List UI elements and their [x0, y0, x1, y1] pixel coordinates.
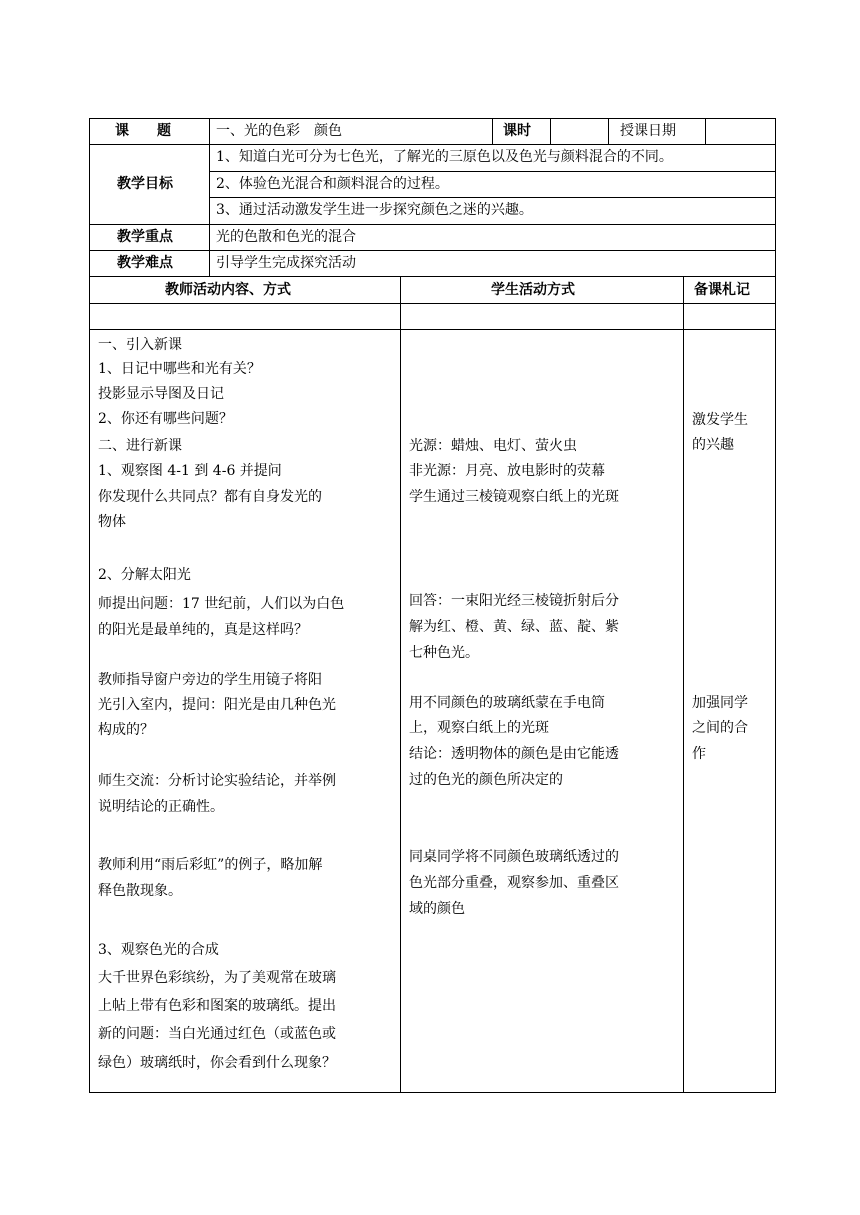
teacher-line: 构成的？	[98, 722, 154, 738]
teacher-line: 大千世界色彩缤纷，为了美观常在玻璃	[98, 970, 336, 986]
notes-line: 之间的合	[692, 720, 748, 736]
student-line: 结论：透明物体的颜色是由它能透	[409, 746, 619, 762]
teacher-line: 教师指导窗户旁边的学生用镜子将阳	[98, 672, 322, 688]
topic-value: 一、光的色彩 颜色	[216, 123, 342, 139]
difficulties-value: 引导学生完成探究活动	[216, 255, 356, 271]
teacher-line: 物体	[98, 514, 126, 530]
teacher-line: 师生交流：分析讨论实验结论，并举例	[98, 773, 336, 789]
notes-line: 激发学生	[692, 412, 748, 428]
student-line: 同桌同学将不同颜色玻璃纸透过的	[409, 849, 619, 865]
teacher-line: 光引入室内，提问：阳光是由几种色光	[98, 697, 336, 713]
notes-line: 的兴趣	[692, 437, 734, 453]
teacher-line: 一、引入新课	[98, 337, 182, 353]
teacher-line: 绿色）玻璃纸时，你会看到什么现象？	[98, 1055, 336, 1071]
key-points-value: 光的色散和色光的混合	[216, 229, 356, 245]
student-line: 域的颜色	[409, 901, 465, 917]
student-line: 解为红、橙、黄、绿、蓝、靛、紫	[409, 619, 619, 635]
teacher-line: 2、分解太阳光	[98, 567, 191, 583]
student-line: 光源：蜡烛、电灯、萤火虫	[409, 438, 577, 454]
teacher-line: 1、日记中哪些和光有关？	[98, 361, 261, 377]
key-points-label: 教学重点	[117, 229, 173, 245]
date-label: 授课日期	[620, 123, 676, 139]
teacher-line: 上帖上带有色彩和图案的玻璃纸。提出	[98, 998, 336, 1014]
student-line: 回答：一束阳光经三棱镜折射后分	[409, 593, 619, 609]
student-line: 非光源：月亮、放电影时的荧幕	[409, 463, 605, 479]
topic-label: 课 题	[115, 123, 171, 139]
goal-item-2: 2、体验色光混合和颜料混合的过程。	[216, 176, 449, 192]
teacher-line: 的阳光是最单纯的，真是这样吗？	[98, 622, 308, 638]
student-line: 色光部分重叠，观察参加、重叠区	[409, 875, 619, 891]
student-line: 学生通过三棱镜观察白纸上的光斑	[409, 489, 619, 505]
period-label: 课时	[503, 123, 531, 139]
teacher-line: 释色散现象。	[98, 883, 182, 899]
notes-column-header: 备课札记	[694, 282, 750, 298]
teacher-line: 投影显示导图及日记	[98, 386, 224, 402]
goal-item-3: 3、通过活动激发学生进一步探究颜色之迷的兴趣。	[216, 202, 533, 218]
goal-item-1: 1、知道白光可分为七色光，了解光的三原色以及色光与颜料混合的不同。	[216, 149, 673, 165]
teacher-line: 师提出问题：17 世纪前，人们以为白色	[98, 596, 345, 612]
teacher-line: 教师利用“雨后彩虹”的例子，略加解	[98, 857, 323, 873]
notes-line: 加强同学	[692, 695, 748, 711]
teacher-line: 说明结论的正确性。	[98, 799, 224, 815]
student-line: 用不同颜色的玻璃纸蒙在手电筒	[409, 695, 605, 711]
student-line: 七种色光。	[409, 645, 479, 661]
difficulties-label: 教学难点	[117, 255, 173, 271]
teacher-column-header: 教师活动内容、方式	[165, 282, 291, 298]
student-column-header: 学生活动方式	[491, 282, 575, 298]
teacher-line: 2、你还有哪些问题？	[98, 411, 233, 427]
student-line: 上，观察白纸上的光斑	[409, 720, 549, 736]
notes-line: 作	[692, 746, 706, 762]
teacher-line: 3、观察色光的合成	[98, 942, 219, 958]
student-line: 过的色光的颜色所决定的	[409, 772, 563, 788]
teacher-line: 你发现什么共同点？都有自身发光的	[98, 489, 322, 505]
teacher-line: 新的问题：当白光通过红色（或蓝色或	[98, 1026, 336, 1042]
teacher-line: 二、进行新课	[98, 438, 182, 454]
goals-label: 教学目标	[117, 176, 173, 192]
teacher-line: 1、观察图 4-1 到 4-6 并提问	[98, 463, 282, 479]
